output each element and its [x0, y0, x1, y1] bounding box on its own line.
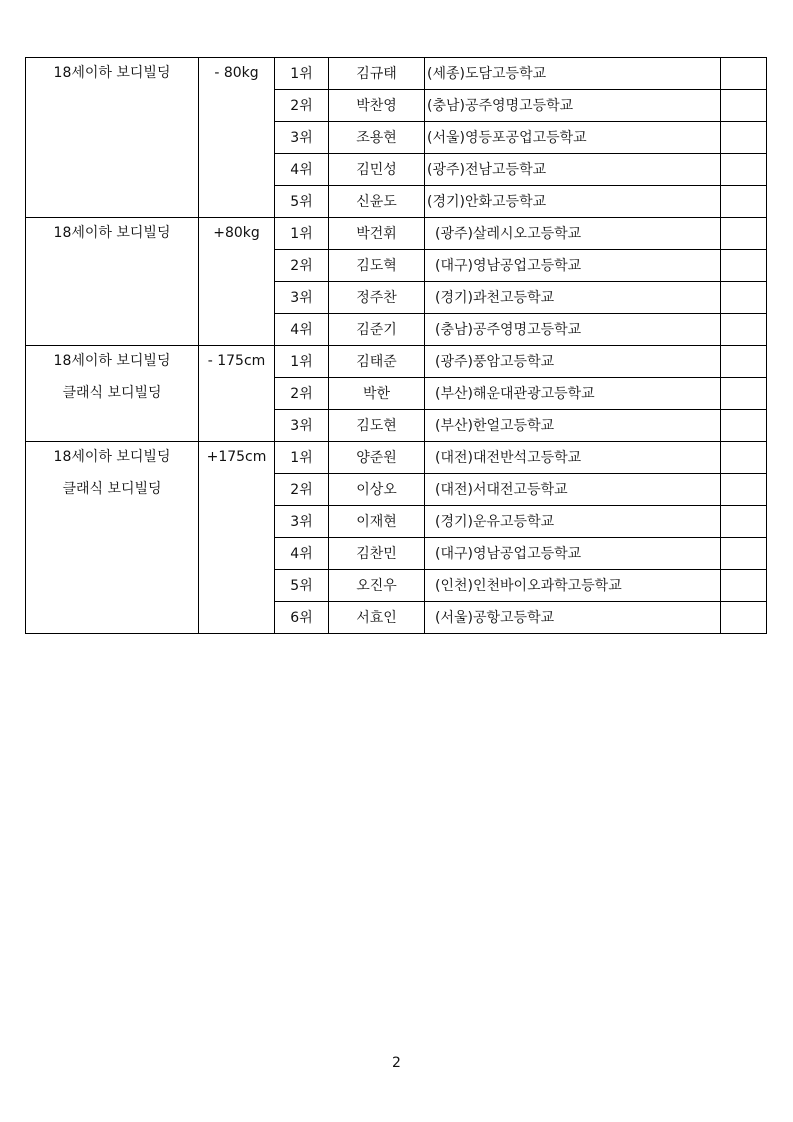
school-cell: (광주)풍암고등학교	[425, 346, 721, 378]
table-row	[26, 58, 767, 90]
empty-cell	[721, 218, 767, 250]
page-number: 2	[392, 1055, 401, 1071]
rank-cell: 1위	[275, 218, 329, 250]
athlete-name-cell: 박찬영	[329, 90, 425, 122]
division-cell: +80kg	[199, 218, 275, 346]
empty-cell	[721, 378, 767, 410]
school-cell: (충남)공주영명고등학교	[425, 314, 721, 346]
rank-cell: 2위	[275, 90, 329, 122]
rank-cell: 3위	[275, 282, 329, 314]
school-cell: (부산)해운대관광고등학교	[425, 378, 721, 410]
athlete-name-cell: 김도혁	[329, 250, 425, 282]
athlete-name-cell: 김찬민	[329, 538, 425, 570]
empty-cell	[721, 602, 767, 634]
athlete-name-cell: 박한	[329, 378, 425, 410]
athlete-name-cell: 김태준	[329, 346, 425, 378]
empty-cell	[721, 154, 767, 186]
rank-cell: 2위	[275, 250, 329, 282]
empty-cell	[721, 282, 767, 314]
empty-cell	[721, 250, 767, 282]
athlete-name-cell: 이재현	[329, 506, 425, 538]
empty-cell	[721, 346, 767, 378]
rank-cell: 1위	[275, 58, 329, 90]
division-cell: - 175cm	[199, 346, 275, 442]
rank-cell: 2위	[275, 474, 329, 506]
school-cell: (광주)전남고등학교	[425, 154, 721, 186]
empty-cell	[721, 442, 767, 474]
empty-cell	[721, 506, 767, 538]
category-cell	[26, 346, 199, 442]
category-label: 클래식 보디빌딩	[62, 481, 162, 497]
athlete-name-cell: 신윤도	[329, 186, 425, 218]
division-cell: - 80kg	[199, 58, 275, 218]
category-label: 18세이하 보디빌딩	[53, 353, 171, 369]
school-cell: (대구)영남공업고등학교	[425, 250, 721, 282]
school-cell: (광주)살레시오고등학교	[425, 218, 721, 250]
category-label: 18세이하 보디빌딩	[53, 225, 171, 241]
athlete-name-cell: 정주찬	[329, 282, 425, 314]
school-cell: (세종)도담고등학교	[425, 58, 721, 90]
athlete-name-cell: 이상오	[329, 474, 425, 506]
school-cell: (경기)안화고등학교	[425, 186, 721, 218]
athlete-name-cell: 오진우	[329, 570, 425, 602]
empty-cell	[721, 474, 767, 506]
rank-cell: 3위	[275, 410, 329, 442]
school-cell: (대전)서대전고등학교	[425, 474, 721, 506]
school-cell: (서울)공항고등학교	[425, 602, 721, 634]
table-row	[26, 218, 767, 250]
empty-cell	[721, 314, 767, 346]
rank-cell: 3위	[275, 122, 329, 154]
results-table	[25, 57, 767, 634]
category-label: 클래식 보디빌딩	[62, 385, 162, 401]
rank-cell: 4위	[275, 314, 329, 346]
school-cell: (서울)영등포공업고등학교	[425, 122, 721, 154]
athlete-name-cell: 김준기	[329, 314, 425, 346]
empty-cell	[721, 58, 767, 90]
category-label: 18세이하 보디빌딩	[53, 449, 171, 465]
athlete-name-cell: 양준원	[329, 442, 425, 474]
school-cell: (경기)운유고등학교	[425, 506, 721, 538]
school-cell: (충남)공주영명고등학교	[425, 90, 721, 122]
empty-cell	[721, 410, 767, 442]
rank-cell: 2위	[275, 378, 329, 410]
rank-cell: 5위	[275, 570, 329, 602]
athlete-name-cell: 김민성	[329, 154, 425, 186]
table-row	[26, 442, 767, 474]
school-cell: (경기)과천고등학교	[425, 282, 721, 314]
rank-cell: 1위	[275, 442, 329, 474]
athlete-name-cell: 조용현	[329, 122, 425, 154]
empty-cell	[721, 570, 767, 602]
category-cell	[26, 218, 199, 346]
rank-cell: 4위	[275, 538, 329, 570]
school-cell: (부산)한얼고등학교	[425, 410, 721, 442]
empty-cell	[721, 186, 767, 218]
rank-cell: 3위	[275, 506, 329, 538]
rank-cell: 4위	[275, 154, 329, 186]
athlete-name-cell: 서효인	[329, 602, 425, 634]
rank-cell: 1위	[275, 346, 329, 378]
table-row	[26, 346, 767, 378]
school-cell: (대전)대전반석고등학교	[425, 442, 721, 474]
rank-cell: 5위	[275, 186, 329, 218]
empty-cell	[721, 122, 767, 154]
athlete-name-cell: 김도현	[329, 410, 425, 442]
school-cell: (대구)영남공업고등학교	[425, 538, 721, 570]
athlete-name-cell: 박건휘	[329, 218, 425, 250]
school-cell: (인천)인천바이오과학고등학교	[425, 570, 721, 602]
category-cell	[26, 58, 199, 218]
category-label: 18세이하 보디빌딩	[53, 65, 171, 81]
athlete-name-cell: 김규태	[329, 58, 425, 90]
empty-cell	[721, 538, 767, 570]
rank-cell: 6위	[275, 602, 329, 634]
empty-cell	[721, 90, 767, 122]
category-cell	[26, 442, 199, 634]
division-cell: +175cm	[199, 442, 275, 634]
